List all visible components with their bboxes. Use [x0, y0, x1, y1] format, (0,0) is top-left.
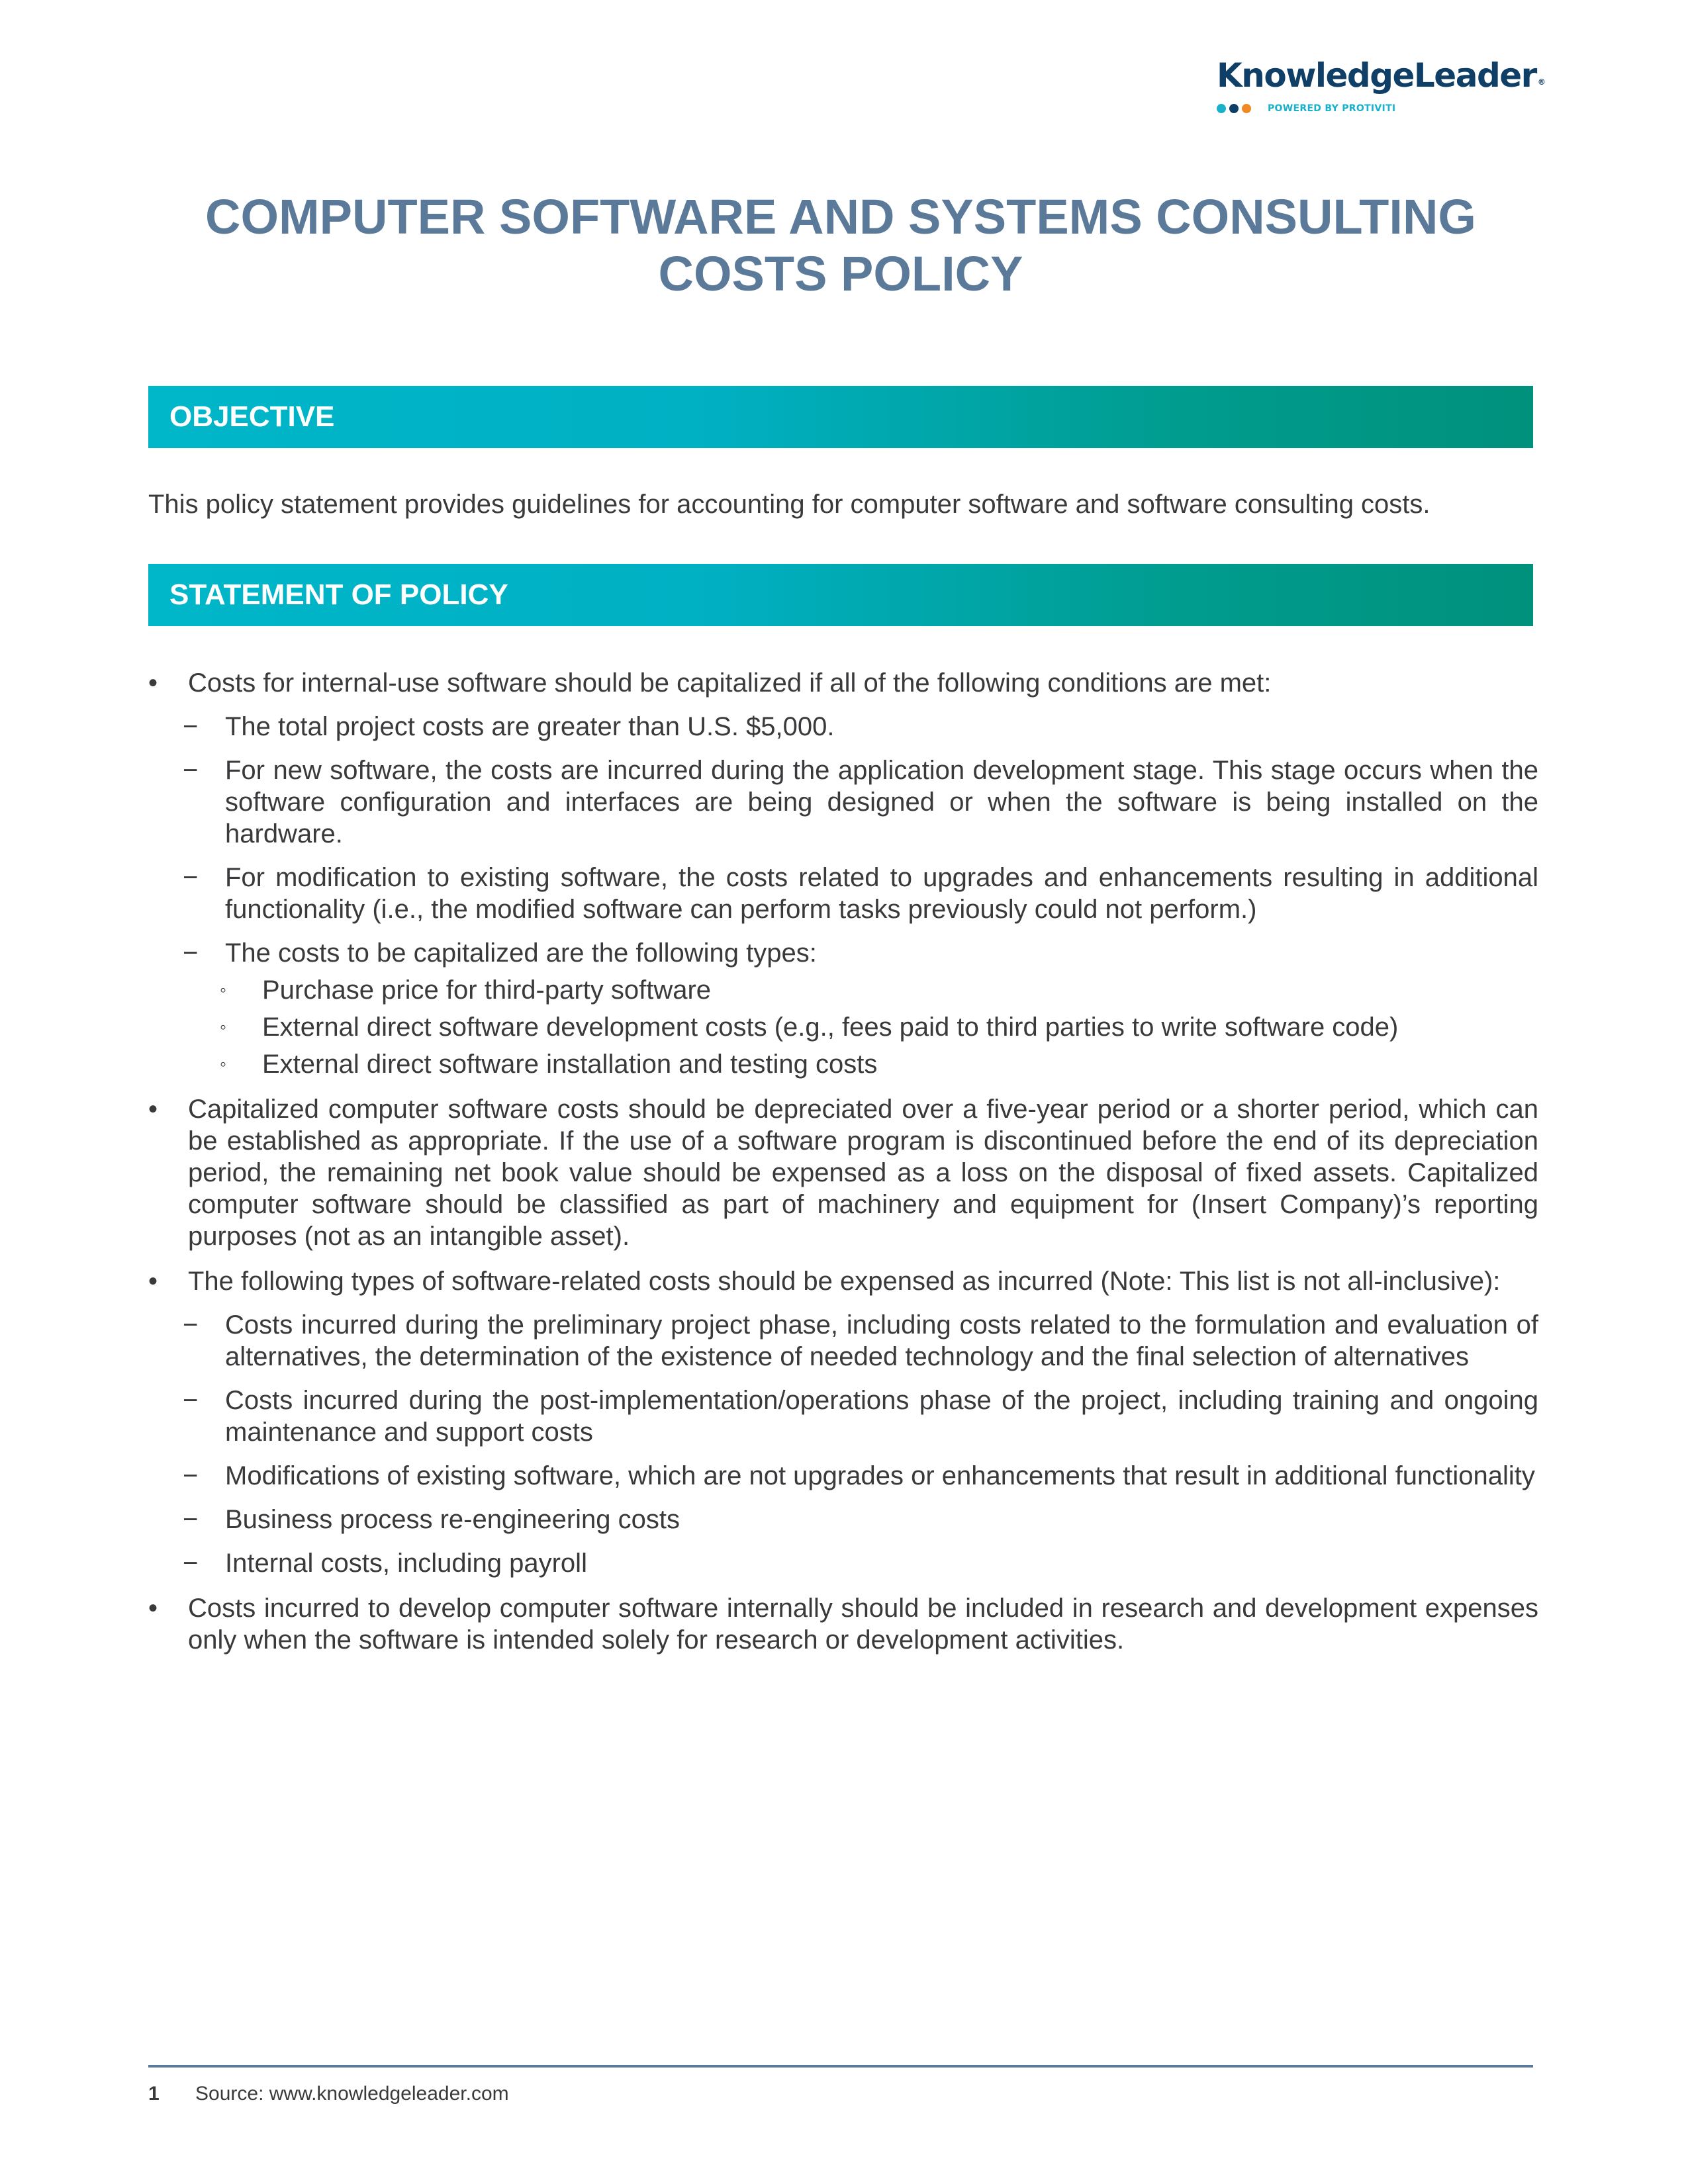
sub-item-text: The total project costs are greater than U.S. $5,000. [225, 712, 835, 741]
sub-item-text: Business process re-engineering costs [225, 1505, 680, 1534]
policy-sub-item [148, 1385, 1538, 1448]
bullet-icon: • [148, 668, 158, 698]
policy-sub-sub-item [148, 1048, 1538, 1080]
footer-source: Source: www.knowledgeleader.com [195, 2083, 509, 2105]
bullet-icon: • [148, 1267, 158, 1296]
bullet-text: Costs incurred to develop computer software internally should be included in research and development expenses only when the software is intended solely for research or development activities. [188, 1594, 1538, 1655]
dash-icon: − [183, 1386, 199, 1415]
policy-sub-item [148, 754, 1538, 850]
policy-list [148, 667, 1538, 1669]
policy-bullet [148, 1592, 1538, 1656]
sub-item-text: For modification to existing software, the costs related to upgrades and enhancements resulting in additional functionality (i.e., the modified software can perform tasks previously could not perform.) [225, 863, 1538, 924]
policy-sub-item [148, 1547, 1538, 1579]
sub-item-text: The costs to be capitalized are the following types: [225, 938, 817, 968]
brand-dot-icon [1229, 104, 1239, 113]
sub-sub-item-text: External direct software development costs (e.g., fees paid to third parties to write software code) [262, 1013, 1399, 1042]
document-title [148, 189, 1533, 302]
sub-item-text: Costs incurred during the post-implementation/operations phase of the project, including training and ongoing maintenance and support costs [225, 1386, 1538, 1447]
statement-heading: STATEMENT OF POLICY [148, 564, 1533, 626]
dash-icon: − [183, 1549, 199, 1578]
dash-icon: − [183, 712, 199, 741]
title-line-2: COSTS POLICY [658, 246, 1023, 301]
logo-tagline-row [1217, 103, 1534, 114]
dash-icon: − [183, 756, 199, 785]
brand-dot-icon [1242, 104, 1251, 113]
footer-divider [148, 2065, 1533, 2068]
policy-sub-item [148, 1504, 1538, 1535]
bullet-icon: • [148, 1594, 158, 1623]
knowledgeleader-logo [1217, 56, 1545, 114]
bullet-text: The following types of software-related costs should be expensed as incurred (Note: This list is not all-inclusive): [188, 1267, 1501, 1296]
bullet-text: Capitalized computer software costs should be depreciated over a five-year period or a shorter period, which can be established as appropriate. If the use of a software program is discontinued before the end of its depreciation period, the remaining net book value should be expensed as a loss on the disposal of fixed assets. Capitalized computer software should be classified as part of machinery and equipment for (Insert Company)’s reporting purposes (not as an intangible asset). [188, 1095, 1538, 1251]
circle-bullet-icon: ◦ [220, 1054, 226, 1074]
logo-tagline: POWERED BY PROTIVITI [1268, 103, 1396, 114]
brand-dot-icon [1217, 104, 1226, 113]
policy-bullet [148, 667, 1538, 1080]
bullet-text: Costs for internal-use software should be capitalized if all of the following conditions are met: [188, 668, 1272, 698]
objective-heading: OBJECTIVE [148, 386, 1533, 448]
objective-text: This policy statement provides guidelines for accounting for computer software and software consulting costs. [148, 490, 1430, 519]
policy-sub-sub-item [148, 1011, 1538, 1043]
circle-bullet-icon: ◦ [220, 979, 226, 1000]
policy-sub-item [148, 711, 1538, 743]
policy-bullet [148, 1093, 1538, 1252]
title-line-1: COMPUTER SOFTWARE AND SYSTEMS CONSULTING [205, 189, 1476, 244]
circle-bullet-icon: ◦ [220, 1017, 226, 1037]
policy-sub-item [148, 1460, 1538, 1492]
sub-item-text: Internal costs, including payroll [225, 1549, 587, 1578]
dash-icon: − [183, 1505, 199, 1534]
policy-sub-item [148, 937, 1538, 1080]
logo-wordmark: KnowledgeLeader ® [1217, 56, 1545, 95]
page-number: 1 [148, 2083, 160, 2105]
dash-icon: − [183, 938, 199, 968]
policy-sub-sub-item [148, 974, 1538, 1006]
policy-bullet [148, 1265, 1538, 1579]
policy-sub-item [148, 862, 1538, 925]
sub-item-text: Costs incurred during the preliminary project phase, including costs related to the formulation and evaluation of alternatives, the determination of the existence of needed technology and the final selection of alternatives [225, 1310, 1538, 1371]
dash-icon: − [183, 863, 199, 892]
sub-sub-item-text: External direct software installation and testing costs [262, 1050, 878, 1079]
dash-icon: − [183, 1310, 199, 1340]
bullet-icon: • [148, 1095, 158, 1124]
page-footer [148, 2082, 509, 2106]
sub-item-text: Modifications of existing software, which are not upgrades or enhancements that result in additional functionality [225, 1461, 1535, 1490]
dash-icon: − [183, 1461, 199, 1490]
sub-item-text: For new software, the costs are incurred during the application development stage. This stage occurs when the software configuration and interfaces are being designed or when the software is being installed on the hardware. [225, 756, 1538, 848]
sub-sub-item-text: Purchase price for third-party software [262, 976, 712, 1005]
policy-sub-item [148, 1309, 1538, 1373]
